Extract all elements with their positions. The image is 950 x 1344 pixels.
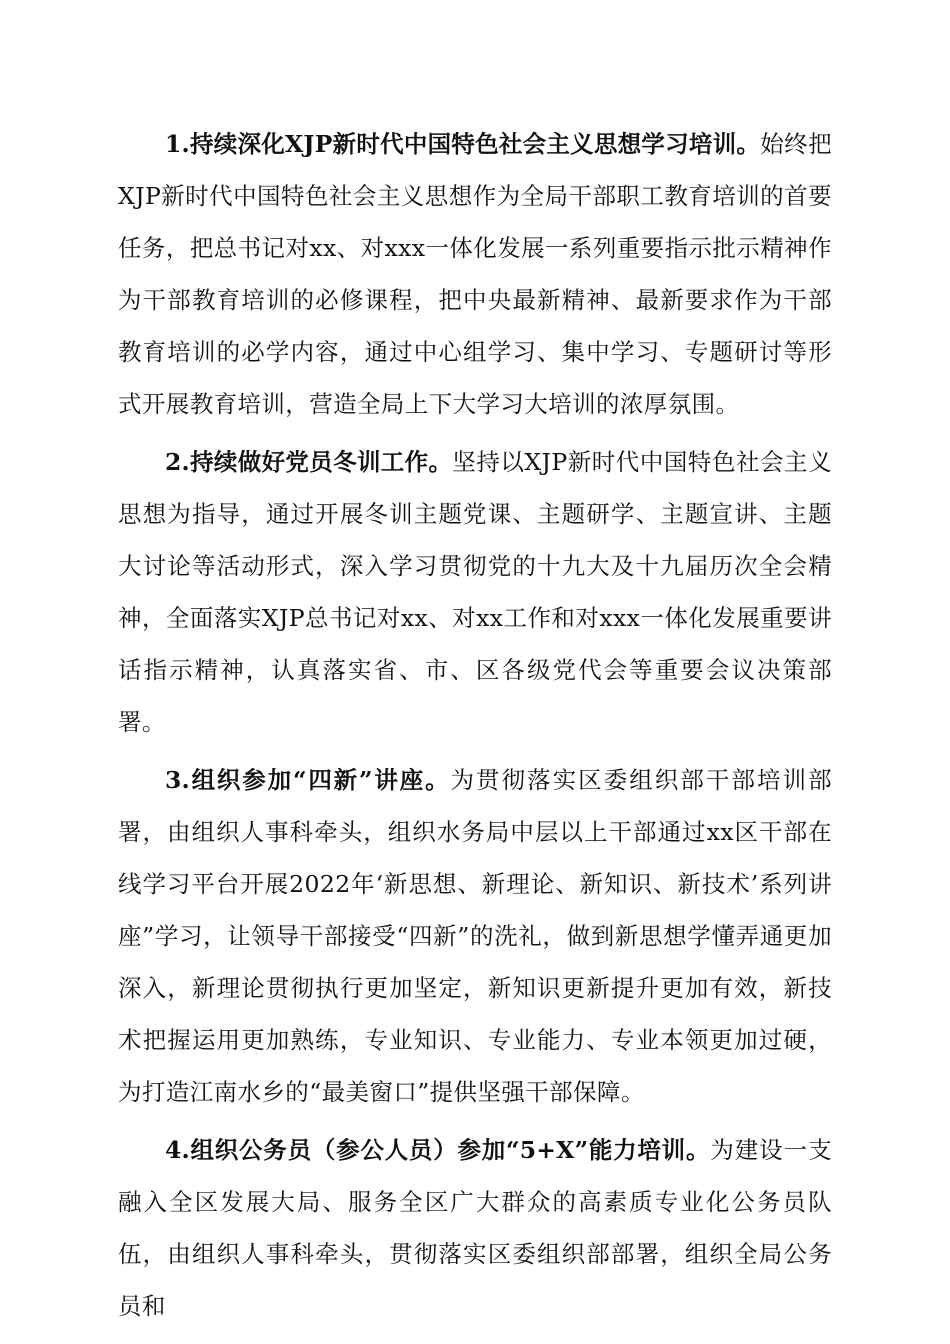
paragraph-2-text: 坚持以XJP新时代中国特色社会主义思想为指导，通过开展冬训主题党课、主题研学、主题宣讲、主题大讨论等活动形式，深入学习贯彻党的十九大及十九届历次全会精神，全面落实XJP总书记对xx、对xx工作和对xxx一体化发展重要讲话指示精神，认真落实省、市、区各级党代会等重要会议决策部署。 — [118, 448, 832, 736]
paragraph-1-heading: 1.持续深化XJP新时代中国特色社会主义思想学习培训。 — [165, 130, 761, 158]
paragraph-2-heading: 2.持续做好党员冬训工作。 — [165, 448, 453, 476]
document-body — [118, 118, 832, 1332]
paragraph-1-text: 始终把XJP新时代中国特色社会主义思想作为全局干部职工教育培训的首要任务，把总书记对xx、对xxx一体化发展一系列重要指示批示精神作为干部教育培训的必修课程，把中央最新精神、最新要求作为干部教育培训的必学内容，通过中心组学习、集中学习、专题研讨等形式开展教育培训，营造全局上下大学习大培训的浓厚氛围。 — [118, 130, 832, 418]
paragraph-3 — [118, 754, 832, 1118]
paragraph-3-heading: 3.组织参加“四新”讲座。 — [165, 766, 451, 794]
paragraph-4-heading: 4.组织公务员（参公人员）参加“5+X”能力培训。 — [165, 1136, 711, 1164]
paragraph-4-text: 为建设一支融入全区发展大局、服务全区广大群众的高素质专业化公务员队伍，由组织人事科牵头，贯彻落实区委组织部部署，组织全局公务员和 — [118, 1136, 833, 1320]
paragraph-1 — [118, 118, 832, 430]
paragraph-2 — [118, 436, 832, 748]
paragraph-4 — [118, 1124, 832, 1332]
paragraph-3-text: 为贯彻落实区委组织部干部培训部署，由组织人事科牵头，组织水务局中层以上干部通过xx区干部在线学习平台开展2022年‘新思想、新理论、新知识、新技术’系列讲座”学习，让领导干部接受“四新”的洗礼，做到新思想学懂弄通更加深入，新理论贯彻执行更加坚定，新知识更新提升更加有效，新技术把握运用更加熟练，专业知识、专业能力、专业本领更加过硬，为打造江南水乡的“最美窗口”提供坚强干部保障。 — [118, 766, 832, 1106]
